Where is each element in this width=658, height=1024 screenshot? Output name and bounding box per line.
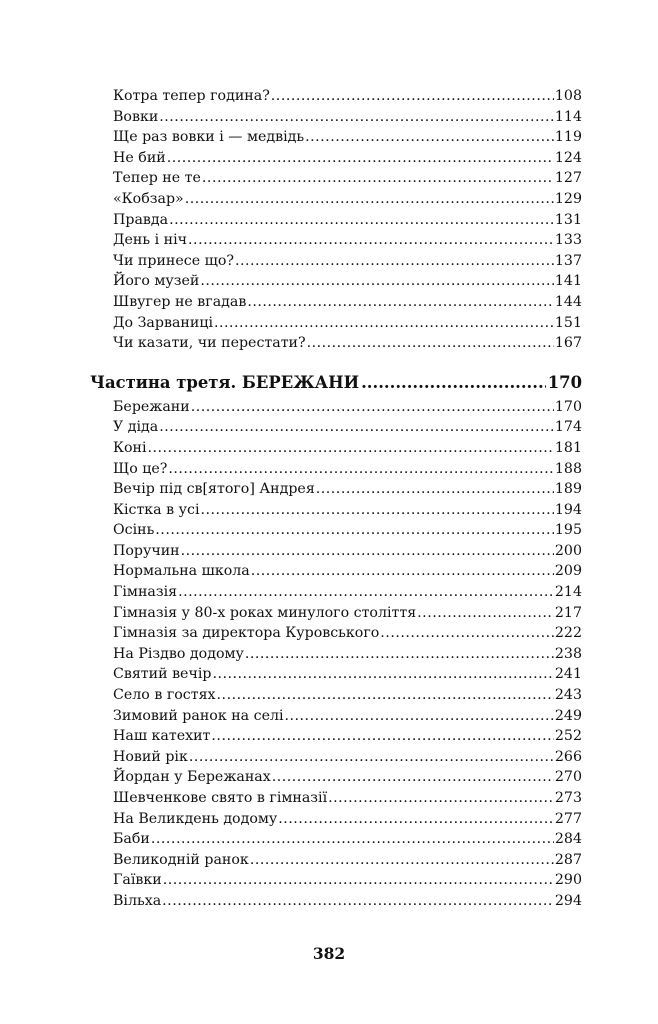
dot-leader [212, 664, 553, 685]
toc-entry [90, 561, 582, 582]
dot-leader [305, 127, 554, 148]
toc-entry [90, 86, 582, 107]
dot-leader [159, 417, 554, 438]
toc-entry-page: 131 [554, 211, 582, 228]
toc-entry-title: Бережани [113, 398, 190, 415]
toc-entry-title: День і ніч [113, 232, 188, 249]
toc-entry-title: На Великдень додому [113, 810, 278, 827]
toc-entry-title: Гаївки [113, 872, 162, 889]
toc-entry-page: 195 [554, 522, 582, 539]
toc-entry-title: Зимовий ранок на селі [113, 707, 284, 724]
dot-leader [151, 829, 554, 850]
toc-entry [90, 210, 582, 231]
toc-entry-page: 241 [554, 666, 582, 683]
toc-entry [90, 148, 582, 169]
dot-leader [191, 397, 554, 418]
dot-leader [189, 747, 554, 768]
dot-leader [278, 809, 554, 830]
toc-entry-title: Його музей [113, 273, 200, 290]
toc-entry-page: 194 [554, 501, 582, 518]
toc-entry [90, 829, 582, 850]
toc-group-2 [90, 397, 582, 912]
toc-entry [90, 541, 582, 562]
dot-leader [285, 706, 554, 727]
toc-group-1 [90, 86, 582, 354]
toc-entry-title: Шевченкове свято в гімназії [113, 790, 328, 806]
dot-leader [200, 271, 554, 292]
toc-entry-page: 200 [554, 542, 582, 559]
toc-entry-title: Кістка в усі [113, 501, 200, 518]
toc-entry-page: 181 [554, 439, 582, 456]
toc-entry [90, 313, 582, 334]
toc-entry [90, 582, 582, 603]
toc-entry-page: 266 [554, 748, 582, 765]
toc-entry-page: 243 [554, 687, 582, 704]
toc-entry-title: Вільха [113, 892, 162, 909]
dot-leader [155, 520, 554, 541]
toc-entry-title: Тепер не те [113, 170, 201, 187]
toc-entry [90, 500, 582, 521]
dot-leader [380, 623, 554, 644]
toc-entry-page: 124 [554, 149, 582, 166]
toc-entry [90, 127, 582, 148]
toc-entry [90, 664, 582, 685]
toc-entry-title: Село в гостях [113, 687, 216, 704]
toc-entry-title: Вовки [113, 108, 159, 125]
dot-leader [247, 292, 554, 313]
dot-leader [181, 541, 554, 562]
dot-leader [169, 210, 554, 231]
table-of-contents [90, 86, 582, 912]
toc-entry [90, 438, 582, 459]
toc-entry-page: 133 [554, 232, 582, 249]
toc-entry [90, 726, 582, 747]
toc-entry [90, 189, 582, 210]
toc-entry-title: Ще раз вовки і — медвідь [113, 129, 305, 146]
toc-entry-page: 277 [554, 810, 582, 827]
toc-entry-page: 108 [554, 88, 582, 104]
dot-leader [200, 500, 553, 521]
toc-entry [90, 292, 582, 313]
toc-entry-page: 217 [554, 604, 582, 621]
dot-leader [307, 333, 554, 354]
dot-leader [185, 189, 554, 210]
toc-entry-title: Нормальна школа [113, 563, 250, 580]
toc-entry-title: «Кобзар» [113, 190, 184, 207]
toc-entry [90, 870, 582, 891]
toc-entry-page: 114 [554, 108, 582, 125]
toc-entry-page: 137 [554, 252, 582, 269]
toc-entry-page: 252 [554, 728, 582, 745]
dot-leader [316, 479, 554, 500]
dot-leader [271, 86, 554, 107]
toc-entry-title: Гімназія за директора Куровського [113, 625, 380, 642]
dot-leader [235, 251, 554, 272]
toc-entry-page: 119 [554, 129, 582, 146]
toc-entry-title: Великодній ранок [113, 851, 249, 868]
toc-entry-title: Святий вечір [113, 666, 212, 683]
toc-entry-title: Вечір під св[ятого] Андрея [113, 481, 315, 498]
dot-leader [202, 168, 554, 189]
toc-entry [90, 747, 582, 768]
toc-entry-page: 294 [554, 892, 582, 909]
dot-leader [159, 107, 554, 128]
toc-entry-page: 222 [554, 625, 582, 642]
toc-entry-title: Швугер не вгадав [113, 293, 247, 310]
toc-entry-title: Чи казати, чи перестати? [113, 335, 306, 352]
toc-entry [90, 520, 582, 541]
dot-leader [328, 788, 554, 809]
page-number: 382 [312, 944, 346, 963]
toc-entry-title: Правда [113, 211, 169, 228]
toc-entry-page: 287 [554, 851, 582, 868]
toc-entry-title: На Різдво додому [113, 645, 244, 662]
toc-entry [90, 644, 582, 665]
toc-entry-page: 189 [554, 481, 582, 498]
toc-entry-page: 273 [554, 790, 582, 806]
toc-entry-title: Баби [113, 831, 150, 848]
toc-entry [90, 809, 582, 830]
dot-leader [162, 891, 554, 912]
toc-entry-title: Наш катехит [113, 728, 211, 745]
toc-entry-title: Осінь [113, 522, 155, 539]
toc-entry-title: Йордан у Бережанах [113, 769, 271, 786]
toc-entry [90, 603, 582, 624]
toc-entry-title: До Зарваниці [113, 314, 213, 331]
toc-entry-page: 284 [554, 831, 582, 848]
toc-entry [90, 850, 582, 871]
dot-leader [168, 459, 554, 480]
toc-entry [90, 479, 582, 500]
toc-entry [90, 230, 582, 251]
dot-leader [214, 313, 554, 334]
toc-entry-page: 209 [554, 563, 582, 580]
dot-leader [250, 850, 554, 871]
toc-entry-title: Поручин [113, 542, 180, 559]
dot-leader [211, 726, 553, 747]
dot-leader [178, 582, 554, 603]
dot-leader [217, 685, 554, 706]
toc-entry [90, 685, 582, 706]
toc-entry-page: 127 [554, 170, 582, 187]
toc-entry-title: Новий рік [113, 748, 188, 765]
toc-entry-page: 129 [554, 190, 582, 207]
toc-entry-page: 214 [554, 584, 582, 601]
toc-entry-page: 167 [554, 335, 582, 352]
toc-entry [90, 706, 582, 727]
toc-entry [90, 397, 582, 418]
toc-entry-page: 238 [554, 645, 582, 662]
toc-part-heading [90, 371, 582, 395]
toc-entry [90, 417, 582, 438]
toc-entry-page: 141 [554, 273, 582, 290]
toc-entry-page: 151 [554, 314, 582, 331]
toc-entry [90, 271, 582, 292]
toc-entry-title: У діда [113, 419, 159, 436]
toc-entry-page: 249 [554, 707, 582, 724]
dot-leader [188, 230, 554, 251]
toc-entry-page: 174 [554, 419, 582, 436]
toc-entry-page: 270 [554, 769, 582, 786]
toc-entry-page: 188 [554, 460, 582, 477]
toc-entry-title: Коні [113, 439, 147, 456]
toc-entry [90, 767, 582, 788]
dot-leader [167, 148, 554, 169]
dot-leader [251, 561, 554, 582]
toc-entry [90, 107, 582, 128]
toc-entry [90, 623, 582, 644]
toc-entry-title: Гімназія у 80-х роках минулого століття [113, 604, 417, 621]
dot-leader [417, 603, 554, 624]
dot-leader [148, 438, 554, 459]
toc-entry [90, 333, 582, 354]
toc-entry [90, 891, 582, 912]
toc-entry [90, 251, 582, 272]
toc-entry-page: 290 [554, 872, 582, 889]
toc-entry-page: 170 [554, 398, 582, 415]
toc-entry [90, 459, 582, 480]
toc-entry-title: Чи принесе що? [113, 252, 234, 269]
toc-entry [90, 788, 582, 809]
toc-entry-title: Що це? [113, 460, 168, 477]
dot-leader [361, 371, 546, 395]
toc-entry-title: Гімназія [113, 584, 178, 601]
dot-leader [163, 870, 554, 891]
toc-entry-title: Котра тепер година? [113, 88, 270, 104]
toc-entry-page: 144 [554, 293, 582, 310]
part-title: Частина третя. БЕРЕЖАНИ [90, 372, 360, 392]
part-page-number: 170 [547, 372, 582, 392]
toc-entry [90, 168, 582, 189]
dot-leader [272, 767, 554, 788]
toc-entry-title: Не бий [113, 149, 166, 166]
dot-leader [245, 644, 554, 665]
